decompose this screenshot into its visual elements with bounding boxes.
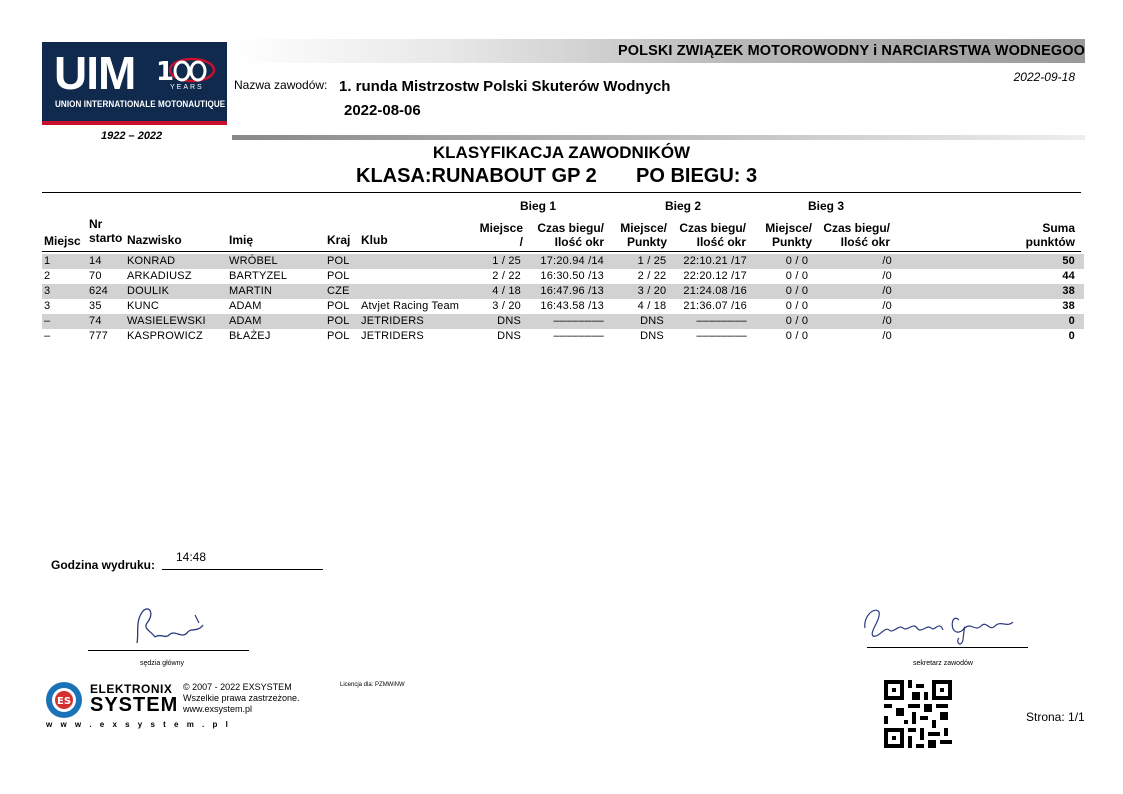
cell-h1-place: 3 / 20: [492, 300, 521, 312]
col-h2-time-bottom: Ilość okr: [696, 235, 746, 249]
cell-nr: 14: [89, 255, 102, 267]
footer-copyright: [183, 682, 300, 715]
cell-country: POL: [327, 330, 350, 342]
cell-name: WRÓBEL: [229, 255, 278, 267]
cell-h2-time: 22:10.21 /17: [683, 255, 747, 267]
event-name: 1. runda Mistrzostw Polski Skuterów Wodnych: [339, 78, 671, 95]
cell-place: 3: [44, 285, 51, 297]
heat3-header: Bieg 3: [808, 199, 845, 213]
cell-name: BARTYZEL: [229, 270, 288, 282]
cell-nr: 70: [89, 270, 102, 282]
col-h2-place-top: Miejsce/: [620, 221, 667, 235]
table-header-rule: [42, 251, 1081, 252]
cell-h1-place: DNS: [497, 330, 521, 342]
cell-h1-time: 17:20.94 /14: [540, 255, 604, 267]
cell-nr: 777: [89, 330, 108, 342]
cell-sum: 44: [1062, 270, 1075, 282]
judge-label: sędzia główny: [140, 660, 184, 667]
uim-logo-stripe: [42, 121, 227, 125]
event-label: Nazwa zawodów:: [234, 78, 328, 92]
cell-surname: KASPROWICZ: [127, 330, 203, 342]
col-club: Klub: [361, 233, 388, 247]
heat1-header: Bieg 1: [520, 199, 557, 213]
secretary-signature-icon: [855, 598, 1025, 650]
cell-h2-place: DNS: [640, 330, 664, 342]
event-date: 2022-08-06: [344, 102, 421, 119]
cell-sum: 38: [1062, 300, 1075, 312]
header-separator: [232, 135, 1085, 140]
table-row: [42, 314, 1084, 329]
cell-name: ADAM: [229, 300, 262, 312]
cell-place: 1: [44, 255, 51, 267]
cell-h2-place: DNS: [640, 315, 664, 327]
cell-h3-time: /0: [882, 300, 892, 312]
cell-h3-place: 0 / 0: [785, 255, 809, 267]
copyright-line: © 2007 - 2022 EXSYSTEM: [183, 682, 292, 692]
cell-surname: WASIELEWSKI: [127, 315, 206, 327]
cell-surname: DOULIK: [127, 285, 170, 297]
col-h2-place-bottom: Punkty: [626, 235, 667, 249]
cell-name: MARTIN: [229, 285, 273, 297]
col-surname: Nazwisko: [127, 233, 182, 247]
judge-signature-line: [88, 650, 249, 651]
cell-sum: 50: [1062, 255, 1075, 267]
col-place: Miejsc: [44, 234, 81, 248]
uim-100-years-icon: [152, 52, 216, 86]
cell-h2-place: 1 / 25: [637, 255, 667, 267]
col-h3-time-bottom: Ilość okr: [840, 235, 890, 249]
judge-signature-icon: [125, 603, 215, 651]
cell-h3-time: /0: [882, 330, 892, 342]
cell-h3-place: 0 / 0: [785, 285, 809, 297]
cell-h2-time: ––––––––: [696, 315, 747, 327]
print-time-label: Godzina wydruku:: [51, 558, 156, 572]
col-h1-place-top: Miejsce: [479, 221, 523, 235]
cell-surname: ARKADIUSZ: [127, 270, 192, 282]
cell-nr: 624: [89, 285, 108, 297]
cell-h3-place: 0 / 0: [785, 300, 809, 312]
col-sum-top: Suma: [1042, 221, 1075, 235]
print-time-line: [162, 569, 323, 570]
cell-h2-time: 21:24.08 /16: [683, 285, 747, 297]
federation-title: POLSKI ZWIĄZEK MOTOROWODNY i NARCIARSTWA WODNEGOO: [617, 43, 1085, 59]
col-nr-top: Nr: [89, 217, 103, 231]
cell-h1-place: 1 / 25: [492, 255, 521, 267]
cell-name: ADAM: [229, 315, 262, 327]
page-number: Strona: 1/1: [1026, 710, 1085, 724]
exsystem-logo-icon: [44, 680, 84, 720]
secretary-signature-line: [867, 647, 1028, 648]
table-row: [42, 329, 1084, 344]
secretary-label: sekretarz zawodów: [913, 660, 973, 667]
brand-top: ELEKTRONIX: [90, 682, 173, 696]
cell-h1-place: DNS: [497, 315, 521, 327]
cell-h3-place: 0 / 0: [785, 330, 809, 342]
cell-h1-time: ––––––––: [553, 315, 604, 327]
cell-club: Atvjet Racing Team: [361, 300, 460, 312]
qr-code-icon: [884, 680, 952, 748]
col-nr-bottom: starto: [89, 231, 123, 245]
svg-text:1: 1: [156, 57, 175, 86]
licence-text: Licencja dla: PZMWiNW: [340, 682, 405, 688]
col-h1-time-top: Czas biegu/: [537, 221, 604, 235]
cell-club: JETRIDERS: [361, 330, 424, 342]
cell-h1-time: 16:43.58 /13: [540, 300, 604, 312]
cell-h3-place: 0 / 0: [785, 315, 809, 327]
col-name: Imię: [229, 233, 254, 247]
brand-bottom: SYSTEM: [90, 694, 179, 716]
cell-place: –: [44, 315, 51, 327]
class-title: KLASA:RUNABOUT GP 2: [356, 165, 597, 187]
col-h1-place-bottom: /: [519, 235, 523, 249]
col-country: Kraj: [327, 233, 351, 247]
cell-place: –: [44, 330, 51, 342]
cell-sum: 0: [1068, 330, 1075, 342]
cell-country: POL: [327, 270, 350, 282]
table-row: [42, 269, 1084, 284]
cell-h3-time: /0: [882, 255, 892, 267]
cell-h3-time: /0: [882, 285, 892, 297]
cell-h1-place: 4 / 18: [492, 285, 521, 297]
cell-sum: 0: [1068, 315, 1075, 327]
uim-logo-text: UIM: [54, 47, 136, 99]
table-row: [42, 254, 1084, 269]
col-h1-time-bottom: Ilość okr: [554, 235, 604, 249]
col-h3-time-top: Czas biegu/: [823, 221, 890, 235]
col-h3-place-top: Miejsce/: [765, 221, 812, 235]
cell-h2-time: 21:36.07 /16: [683, 300, 747, 312]
cell-country: CZE: [327, 285, 350, 297]
heat2-header: Bieg 2: [665, 199, 702, 213]
print-time: 14:48: [176, 550, 207, 564]
uim-logo-period: 1922 – 2022: [101, 130, 163, 142]
cell-h2-place: 4 / 18: [637, 300, 667, 312]
brand-web: w w w . e x s y s t e m . p l: [46, 720, 231, 729]
after-heat-title: PO BIEGU: 3: [636, 165, 758, 187]
cell-country: POL: [327, 300, 350, 312]
cell-h3-time: /0: [882, 270, 892, 282]
cell-h2-time: 22:20.12 /17: [683, 270, 747, 282]
cell-sum: 38: [1062, 285, 1075, 297]
col-sum-bottom: punktów: [1025, 235, 1075, 249]
site-link[interactable]: www.exsystem.pl: [183, 704, 253, 714]
cell-surname: KONRAD: [127, 255, 176, 267]
cell-h1-time: 16:47.96 /13: [540, 285, 604, 297]
cell-h2-place: 2 / 22: [637, 270, 667, 282]
cell-nr: 35: [89, 300, 102, 312]
cell-nr: 74: [89, 315, 102, 327]
page-title: KLASYFIKACJA ZAWODNIKÓW: [432, 143, 691, 162]
cell-h1-time: ––––––––: [553, 330, 604, 342]
cell-name: BŁAŻEJ: [229, 330, 271, 342]
header-rule: [42, 192, 1081, 193]
cell-country: POL: [327, 315, 350, 327]
uim-logo-subtitle: UNION INTERNATIONALE MOTONAUTIQUE: [55, 99, 226, 110]
cell-h1-time: 16:30.50 /13: [540, 270, 604, 282]
cell-place: 3: [44, 300, 51, 312]
col-h3-place-bottom: Punkty: [771, 235, 812, 249]
cell-country: POL: [327, 255, 350, 267]
rights-line: Wszelkie prawa zastrzeżone.: [183, 693, 300, 703]
cell-h2-place: 3 / 20: [637, 285, 667, 297]
col-h2-time-top: Czas biegu/: [679, 221, 746, 235]
uim-logo-years: YEARS: [170, 84, 204, 91]
svg-text:ES: ES: [57, 696, 72, 707]
table-row: [42, 299, 1084, 314]
cell-h3-time: /0: [882, 315, 892, 327]
cell-h1-place: 2 / 22: [492, 270, 521, 282]
cell-h3-place: 0 / 0: [785, 270, 809, 282]
table-row: [42, 284, 1084, 299]
cell-h2-time: ––––––––: [696, 330, 747, 342]
print-date: 2022-09-18: [1013, 70, 1075, 84]
cell-place: 2: [44, 270, 51, 282]
cell-surname: KUNC: [127, 300, 159, 312]
cell-club: JETRIDERS: [361, 315, 424, 327]
